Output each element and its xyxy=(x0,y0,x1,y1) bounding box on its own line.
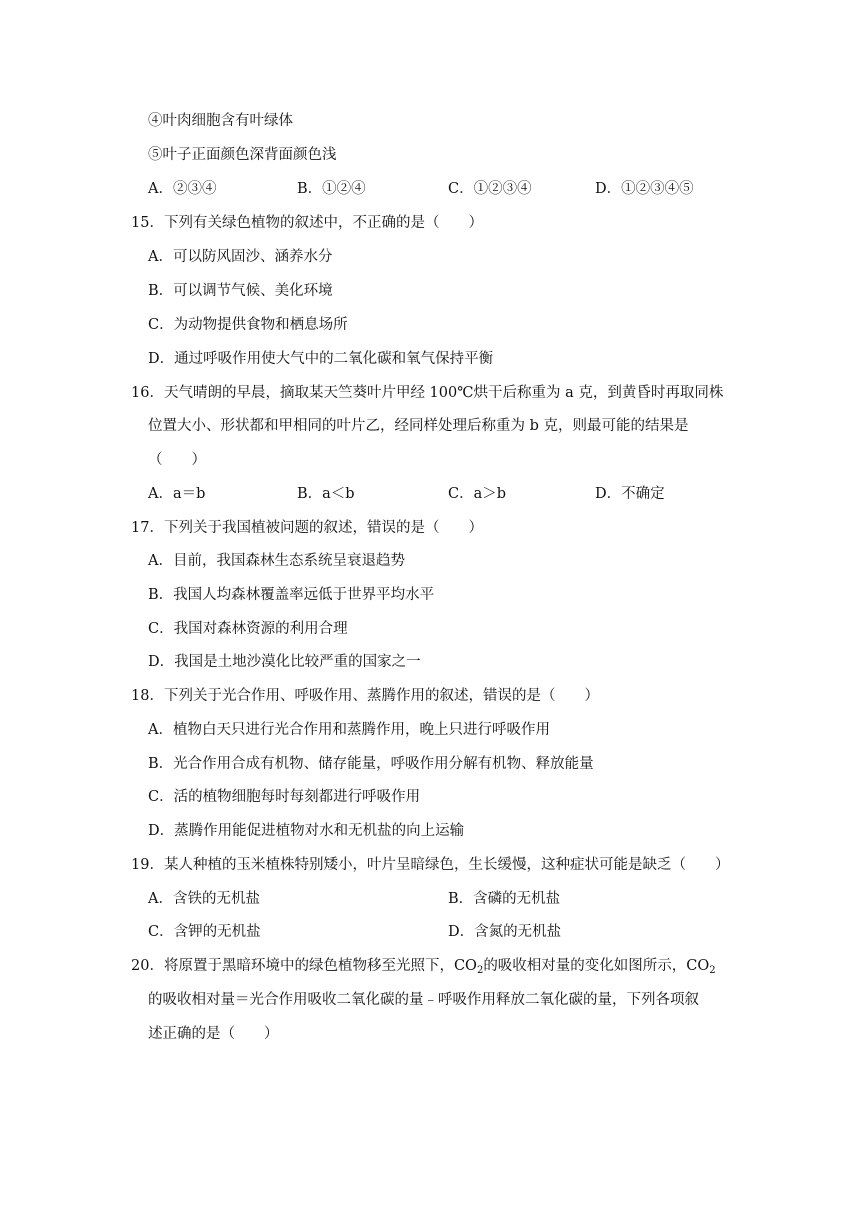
q18-option-b: B．光合作用合成有机物、储存能量，呼吸作用分解有机物、释放能量 xyxy=(148,756,594,772)
q15-option-a: A．可以防风固沙、涵养水分 xyxy=(148,249,333,265)
q14-option-a: A．②③④ xyxy=(148,181,217,197)
q15-stem: 15．下列有关绿色植物的叙述中，不正确的是（ ） xyxy=(131,215,483,231)
q16-stem-line-2: 位置大小、形状都和甲相同的叶片乙，经同样处理后称重为 b 克，则最可能的结果是 xyxy=(148,418,689,434)
q15-option-c: C．为动物提供食物和栖息场所 xyxy=(148,317,348,333)
q20-stem-line-2: 的吸收相对量＝光合作用吸收二氧化碳的量﹣呼吸作用释放二氧化碳的量，下列各项叙 xyxy=(148,992,699,1008)
q19-option-d: D．含氮的无机盐 xyxy=(448,924,562,940)
statement-5: ⑤叶子正面颜色深背面颜色浅 xyxy=(148,147,337,163)
q17-option-b: B．我国人均森林覆盖率远低于世界平均水平 xyxy=(148,587,435,603)
q19-stem: 19．某人种植的玉米植株特别矮小，叶片呈暗绿色，生长缓慢，这种症状可能是缺乏（ ） xyxy=(131,857,730,873)
q14-option-c: C．①②③④ xyxy=(448,181,532,197)
q20-stem-line-1 xyxy=(131,956,716,981)
q17-option-a: A．目前，我国森林生态系统呈衰退趋势 xyxy=(148,553,405,569)
q18-option-c: C．活的植物细胞每时每刻都进行呼吸作用 xyxy=(148,789,421,805)
q16-stem-line-1: 16．天气晴朗的早晨，摘取某天竺葵叶片甲经 100℃烘干后称重为 a 克，到黄昏时再取同株 xyxy=(131,385,724,401)
q16-option-b: B．a＜b xyxy=(297,486,355,502)
q19-option-b: B．含磷的无机盐 xyxy=(448,891,561,907)
q16-option-c: C．a＞b xyxy=(448,486,507,502)
q15-option-d: D．通过呼吸作用使大气中的二氧化碳和氧气保持平衡 xyxy=(148,351,494,367)
q14-option-d: D．①②③④⑤ xyxy=(595,181,694,197)
q20-subscript-2: 2 xyxy=(709,965,716,976)
q15-option-b: B．可以调节气候、美化环境 xyxy=(148,283,333,299)
q20-stem-line-3: 述正确的是（ ） xyxy=(148,1026,279,1042)
q18-stem: 18．下列关于光合作用、呼吸作用、蒸腾作用的叙述，错误的是（ ） xyxy=(131,688,599,704)
q17-option-c: C．我国对森林资源的利用合理 xyxy=(148,621,348,637)
q18-option-a: A．植物白天只进行光合作用和蒸腾作用，晚上只进行呼吸作用 xyxy=(148,722,550,738)
q19-option-c: C．含钾的无机盐 xyxy=(148,924,261,940)
q16-stem-line-3: （ ） xyxy=(148,452,206,468)
q17-option-d: D．我国是土地沙漠化比较严重的国家之一 xyxy=(148,654,421,670)
q20-text-a: 20．将原置于黑暗环境中的绿色植物移至光照下，CO xyxy=(131,958,477,974)
statement-4: ④叶肉细胞含有叶绿体 xyxy=(148,113,293,129)
q16-option-a: A．a＝b xyxy=(148,486,206,502)
q18-option-d: D．蒸腾作用能促进植物对水和无机盐的向上运输 xyxy=(148,823,465,839)
q14-option-b: B．①②④ xyxy=(297,181,366,197)
q17-stem: 17．下列关于我国植被问题的叙述，错误的是（ ） xyxy=(131,520,483,536)
q16-option-d: D．不确定 xyxy=(595,486,665,502)
q20-subscript-1: 2 xyxy=(476,965,484,976)
q19-option-a: A．含铁的无机盐 xyxy=(148,891,260,907)
q20-text-b: 的吸收相对量的变化如图所示，CO xyxy=(483,958,710,974)
